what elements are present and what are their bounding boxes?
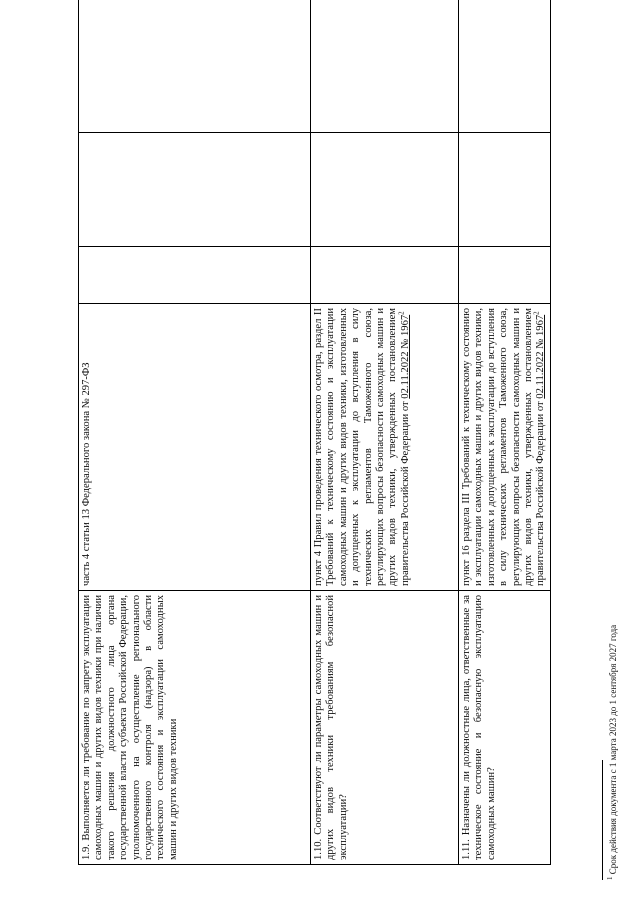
answer-cell-yes <box>79 247 311 304</box>
answer-cell-no <box>79 133 311 247</box>
footnote-mark: 1 <box>606 876 614 880</box>
question-text: 1.9. Выполняется ли требование по запрету эксплуатации самоходных машин и других видов техники при наличии такого решения должностного лица органа государственной власти субъекта Российской Федерации, уполномоченного на осуществление регионального государственного контроля (надзора) в области технического состояния и эксплуатации самоходных машин и других видов техники <box>81 595 179 860</box>
reference-cell <box>459 304 551 591</box>
table-row <box>311 0 459 865</box>
reference-text: часть 4 статьи 13 Федерального закона № 297-ФЗ <box>81 362 92 586</box>
answer-cell-yes <box>311 247 459 304</box>
reference-text: пункт 4 Правил проведения технического осмотра, раздел II Требований к техническому состоянию и эксплуатации самоходных машин и других видов техники, изготовленных и допущенных к эксплуатации до вступления в силу технических регламентов Таможенного союза, регулирующих вопросы безопасности самоходных машин и других видов техники, утвержденных постановлением правительства Российской Федерации от <box>313 308 411 586</box>
rotated-page <box>78 36 550 865</box>
note-cell <box>311 0 459 133</box>
question-text: 1.10. Соответствуют ли параметры самоходных машин и других видов техники требованиям безопасной эксплуатации? <box>313 595 349 860</box>
footnote <box>598 560 628 880</box>
footnote-divider <box>602 760 603 880</box>
table-row <box>459 0 551 865</box>
answer-cell-yes <box>459 247 551 304</box>
footnote-ref: 2 <box>532 311 541 315</box>
answer-cell-no <box>459 133 551 247</box>
note-cell <box>459 0 551 133</box>
question-cell <box>459 591 551 865</box>
footnote-text <box>608 625 619 880</box>
table-row <box>79 0 311 865</box>
footnote-ref: 2 <box>397 311 406 315</box>
reference-cell <box>311 304 459 591</box>
reference-underlined: 02.11.2022 № 1967 <box>399 314 411 399</box>
rotated-content <box>78 36 550 865</box>
question-cell <box>79 591 311 865</box>
reference-text: пункт 16 раздела III Требований к техническому состоянию и эксплуатации самоходных машин и других видов техники, изготовленных и допущенных к эксплуатации до вступления в силу технических регламентов Таможенного союза, регулирующих вопросы безопасности самоходных машин и других видов техники, утвержденных постановлением правительства Российской Федерации от <box>461 308 547 586</box>
checklist-table <box>78 0 551 865</box>
footnote-rotated <box>598 560 628 880</box>
footnote-body: Срок действия документа с 1 марта 2023 до 1 сентября 2027 года <box>608 624 618 875</box>
reference-underlined: 02.11.2022 № 1967 <box>535 314 547 399</box>
reference-cell <box>79 304 311 591</box>
answer-cell-no <box>311 133 459 247</box>
question-cell <box>311 591 459 865</box>
note-cell <box>79 0 311 133</box>
question-text: 1.11. Назначены ли должностные лица, ответственные за техническое состояние и безопасную эксплуатацию самоходных машин? <box>461 595 497 860</box>
